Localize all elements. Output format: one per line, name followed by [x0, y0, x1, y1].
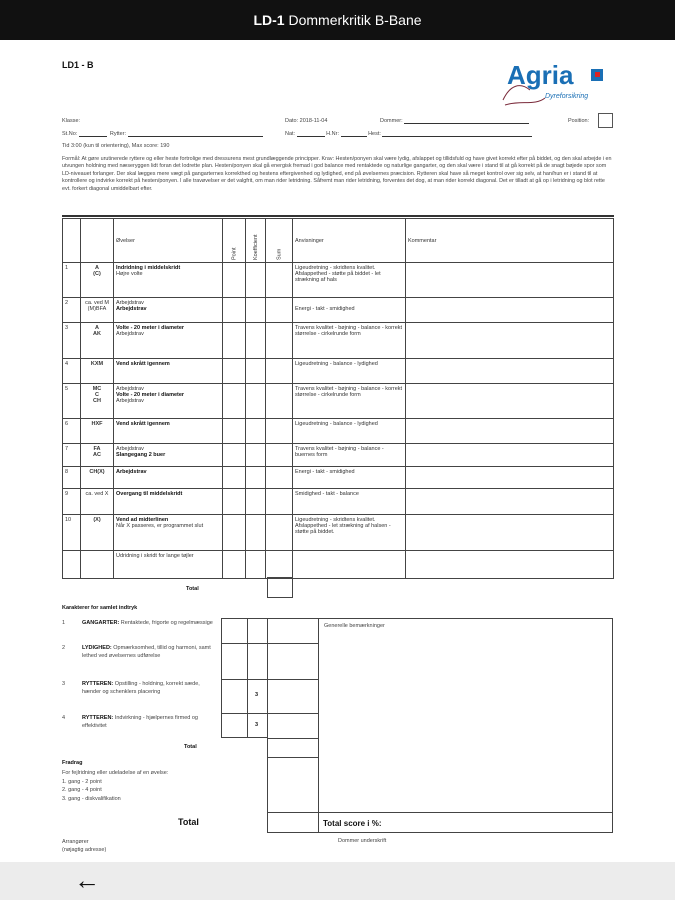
exercise-line: Arbejdstrav [116, 300, 144, 306]
row-num: 8 [63, 467, 81, 489]
point-cell[interactable] [223, 263, 246, 298]
kommentar-cell[interactable] [406, 444, 614, 467]
rytter-field[interactable] [128, 131, 263, 137]
row-num: 4 [63, 359, 81, 384]
koef-4: 3 [255, 722, 259, 728]
arrangoer-label: Arrangører (nøjagtig adresse) [62, 839, 107, 853]
point-cell[interactable] [223, 419, 246, 444]
row-anvisninger [293, 551, 406, 579]
karakter-total-label: Total [184, 744, 197, 750]
exercise-line: Arbejdstrav [116, 398, 144, 404]
header-num [63, 219, 81, 263]
bottom-nav [0, 862, 675, 900]
point-cell[interactable] [223, 444, 246, 467]
divider [62, 215, 614, 217]
row-exercise [114, 515, 223, 551]
row-anvisninger: Travens kvalitet - bøjning - balance - korrekt størrelse - cirkelrunde form [293, 323, 406, 359]
table-row [63, 515, 614, 551]
sum-cell[interactable] [266, 323, 293, 359]
karakter-text: Rentaktede, frigorte og regelmæssige [119, 620, 213, 626]
koefficient-cell[interactable] [246, 384, 266, 419]
kommentar-cell[interactable] [406, 551, 614, 579]
exercise-line: Slangegang 2 buer [116, 452, 166, 458]
exercise-line: Når X passeres, er programmet slut [116, 523, 204, 529]
row-exercise [114, 298, 223, 323]
sum-cell[interactable] [266, 467, 293, 489]
stno-field[interactable] [79, 131, 107, 137]
generelle-label: Generelle bemærkninger [324, 623, 385, 629]
kommentar-cell[interactable] [406, 489, 614, 515]
table-row [63, 551, 614, 579]
point-cell[interactable] [223, 551, 246, 579]
fradrag-line: 2. gang - 4 point [62, 787, 102, 793]
koefficient-cell[interactable] [246, 444, 266, 467]
fradrag-line: 3. gang - diskvalifikation [62, 795, 121, 802]
total-score-label: Total score i %: [323, 819, 382, 828]
row-code: FA AC [81, 444, 114, 467]
sum-cell[interactable] [266, 384, 293, 419]
nat-label: Nat: [285, 131, 296, 137]
row-num: 3 [63, 323, 81, 359]
row-anvisninger: Smidighed - takt - balance [293, 489, 406, 515]
row-code: A (C) [81, 263, 114, 298]
row-anvisninger: Energi - takt - smidighed [293, 298, 406, 323]
app-header [0, 0, 675, 40]
koefficient-cell[interactable] [246, 263, 266, 298]
koefficient-cell[interactable] [246, 323, 266, 359]
hest-field[interactable] [382, 131, 532, 137]
row-num: 9 [63, 489, 81, 515]
row-exercise [114, 263, 223, 298]
exercise-line: Volte - 20 meter i diameter [116, 392, 185, 398]
row-anvisninger: Ligeudretning - skridtens kvalitet. Afslappethed - støtte på biddet - let strækning af hals [293, 263, 406, 298]
row-code [81, 551, 114, 579]
row-num: 5 [63, 384, 81, 419]
sum-cell[interactable] [266, 515, 293, 551]
exercise-line: Arbejdstrav [116, 469, 147, 475]
row-num: 6 [63, 419, 81, 444]
exercise-line: Vend skrått igennem [116, 361, 170, 367]
logo-sub: Dyreforsikring [545, 93, 589, 100]
exercise-line: Vend skrått igennem [116, 421, 170, 427]
point-cell[interactable] [223, 384, 246, 419]
row-exercise [114, 359, 223, 384]
karakter-title: RYTTEREN: [82, 715, 114, 721]
karakter-title: GANGARTER: [82, 620, 120, 626]
karakter-item [62, 681, 220, 696]
row-num: 10 [63, 515, 81, 551]
kommentar-cell[interactable] [406, 467, 614, 489]
hest-label: Hest: [368, 131, 381, 137]
row-code: HXF [81, 419, 114, 444]
kommentar-cell[interactable] [406, 359, 614, 384]
table-row [63, 323, 614, 359]
row-num [63, 551, 81, 579]
koefficient-cell[interactable] [246, 419, 266, 444]
row-exercise [114, 323, 223, 359]
title-code: LD-1 [253, 12, 285, 28]
dommer-underskrift-label: Dommer underskrift [338, 838, 387, 844]
header-kommentar: Kommentar [406, 219, 614, 263]
title-text: Dommerkritik B-Bane [288, 12, 422, 28]
koefficient-cell[interactable] [246, 467, 266, 489]
karakter-item [62, 715, 220, 730]
formaal-text: Formål: At gøre urutinerede ryttere og eller heste fortrolige med dressurens mest grundlæggende principper. Krav: Hesten/ponyen skal være lydig, afslappet og tillidsfuld og have givet korrekt efter på biddet, og den skal arbejde i en utvungen holdning med næseryggen lidt foran det lodrette plan. Hesten/ponyen skal gå energisk fremad i god balance med rentaktede og naturlige gangarter, og den skal være i stand til at gå korrekt på de snagt bøjede spor som LD-niveauet forlanger. Der skal lægges mere vægt på gangarternes korrekthed og hestens eftergivenhed og lydighed, end på øvelsernes præcision. Rytteren skal have så meget kontrol over sig selv, at han/hun er i stand til at kontrollere og indvirke korrekt på hesten/ponyen. I alle travøvelser er det valgfrit, om man rider letridning. Såfremt man rider letridning, forventes det dog, at man rider korrekt diagonal. Det er tilladt at gå op i letridning og blot rette evt. forkert diagonal umiddelbart efter. [62, 156, 612, 192]
koefficient-cell[interactable] [246, 489, 266, 515]
exercise-line: Arbejdstrav [116, 331, 144, 337]
logo-square-icon [591, 69, 603, 81]
position-box[interactable] [598, 113, 613, 128]
koefficient-cell[interactable] [246, 298, 266, 323]
hnr-label: H.Nr: [326, 131, 339, 137]
point-cell[interactable] [223, 359, 246, 384]
point-cell[interactable] [223, 323, 246, 359]
arrow-left-icon[interactable]: ← [74, 865, 100, 895]
exercise-line: Vend ad midterlinen [116, 517, 169, 523]
karakter-title: LYDIGHED: [82, 645, 112, 651]
fradrag-title: Fradrag [62, 760, 83, 766]
karakter-text: Opstilling - holdning, korrekt sæde, hænder og schenklers placering [82, 681, 200, 695]
table-row [63, 489, 614, 515]
karakter-num: 2 [62, 645, 66, 651]
row-num: 1 [63, 263, 81, 298]
header-anvisninger: Anvisninger [293, 219, 406, 263]
row-code: KXM [81, 359, 114, 384]
row-code: CH(X) [81, 467, 114, 489]
table-row [63, 467, 614, 489]
karakterer-title: Karakterer for samlet indtryk [62, 605, 138, 611]
row-code: ca. ved M (M)BFA [81, 298, 114, 323]
row-num: 7 [63, 444, 81, 467]
kommentar-cell[interactable] [406, 515, 614, 551]
table-row [63, 419, 614, 444]
position-label: Position: [568, 118, 590, 124]
exercise-line: Højre volte [116, 271, 143, 277]
sum-cell[interactable] [266, 444, 293, 467]
sum-cell[interactable] [266, 419, 293, 444]
table-total-box[interactable] [267, 577, 293, 598]
karakter-item [62, 620, 220, 628]
grand-total-label: Total [178, 817, 199, 827]
sum-cell[interactable] [266, 489, 293, 515]
row-num: 2 [63, 298, 81, 323]
kommentar-cell[interactable] [406, 323, 614, 359]
table-total-label: Total [186, 586, 199, 592]
table-row [63, 384, 614, 419]
karakter-item [62, 645, 220, 660]
karakter-num: 1 [62, 620, 66, 626]
row-anvisninger: Travens kvalitet - bøjning - balance - korrekt størrelse - cirkelrunde form [293, 384, 406, 419]
dato-label: Dato: 2018-11-04 [285, 118, 328, 124]
row-anvisninger: Ligeudretning - balance - lydighed [293, 419, 406, 444]
exercise-line: Arbejdstrav [116, 306, 147, 312]
point-cell[interactable] [223, 298, 246, 323]
kommentar-cell[interactable] [406, 263, 614, 298]
row-code: MC C CH [81, 384, 114, 419]
nat-field[interactable] [297, 131, 325, 137]
row-code: A AK [81, 323, 114, 359]
row-exercise [114, 551, 223, 579]
header-code [81, 219, 114, 263]
doc-code: LD1 - B [62, 60, 94, 70]
exercise-line: Volte - 20 meter i diameter [116, 325, 185, 331]
logo-brand: Agria [507, 60, 574, 90]
exercise-line: Indridning i middelskridt [116, 265, 181, 271]
koefficient-cell[interactable] [246, 515, 266, 551]
row-anvisninger: Ligeudretning - skridtens kvalitet. Afslappethed - let strækning af halsen - støtte på biddet. [293, 515, 406, 551]
klasse-label: Klasse: [62, 118, 81, 124]
kommentar-cell[interactable] [406, 419, 614, 444]
tid-text: Tid 3:00 (kun til orientering), Max score: 190 [62, 143, 170, 149]
dommer-field[interactable] [404, 118, 529, 124]
row-code: (X) [81, 515, 114, 551]
rytter-label: Rytter: [109, 131, 127, 137]
agria-logo [495, 60, 615, 112]
koefficient-cell[interactable] [246, 551, 266, 579]
kommentar-cell[interactable] [406, 298, 614, 323]
point-cell[interactable] [223, 515, 246, 551]
sum-cell[interactable] [266, 298, 293, 323]
header-ovelser: Øvelser [114, 219, 223, 263]
kommentar-cell[interactable] [406, 384, 614, 419]
score-grid [221, 618, 613, 833]
stno-label: St.No: [62, 131, 78, 137]
point-cell[interactable] [223, 467, 246, 489]
sum-cell[interactable] [266, 551, 293, 579]
table-row [63, 298, 614, 323]
row-exercise [114, 384, 223, 419]
koefficient-cell[interactable] [246, 359, 266, 384]
exercise-line: Udridning i skridt for lange tøjler [116, 553, 194, 559]
karakter-title: RYTTEREN: [82, 681, 114, 687]
row-anvisninger: Travens kvalitet - bøjning - balance - buernes form [293, 444, 406, 467]
karakter-text: Indvirkning - hjælpernes firmed og effektivitet [82, 715, 198, 729]
header-koefficient: Koefficient [246, 219, 266, 263]
hnr-field[interactable] [341, 131, 367, 137]
table-row [63, 263, 614, 298]
point-cell[interactable] [223, 489, 246, 515]
exercise-line: Arbejdstrav [116, 386, 144, 392]
karakter-num: 4 [62, 715, 66, 721]
exercise-line: Arbejdstrav [116, 446, 144, 452]
row-exercise [114, 444, 223, 467]
row-anvisninger: Energi - takt - smidighed [293, 467, 406, 489]
row-anvisninger: Ligeudretning - balance - lydighed [293, 359, 406, 384]
table-row [63, 359, 614, 384]
karakter-text: Opmærksomhed, tillid og harmoni, samt lethed ved øvelsernes udførelse [82, 645, 211, 659]
exercise-line: Overgang til middelskridt [116, 491, 183, 497]
karakter-num: 3 [62, 681, 66, 687]
header-sum: Sum [266, 219, 293, 263]
koef-3: 3 [255, 692, 259, 698]
exercise-table [62, 218, 614, 579]
sum-cell[interactable] [266, 263, 293, 298]
table-row [63, 444, 614, 467]
row-exercise [114, 489, 223, 515]
dommer-label: Dommer: [380, 118, 403, 124]
fradrag-line: 1. gang - 2 point [62, 778, 102, 785]
row-exercise [114, 467, 223, 489]
header-point: Point [223, 219, 246, 263]
sum-cell[interactable] [266, 359, 293, 384]
row-code: ca. ved X [81, 489, 114, 515]
fradrag-line: For fejlridning eller udeladelse af en øvelse: [62, 770, 169, 776]
row-exercise [114, 419, 223, 444]
